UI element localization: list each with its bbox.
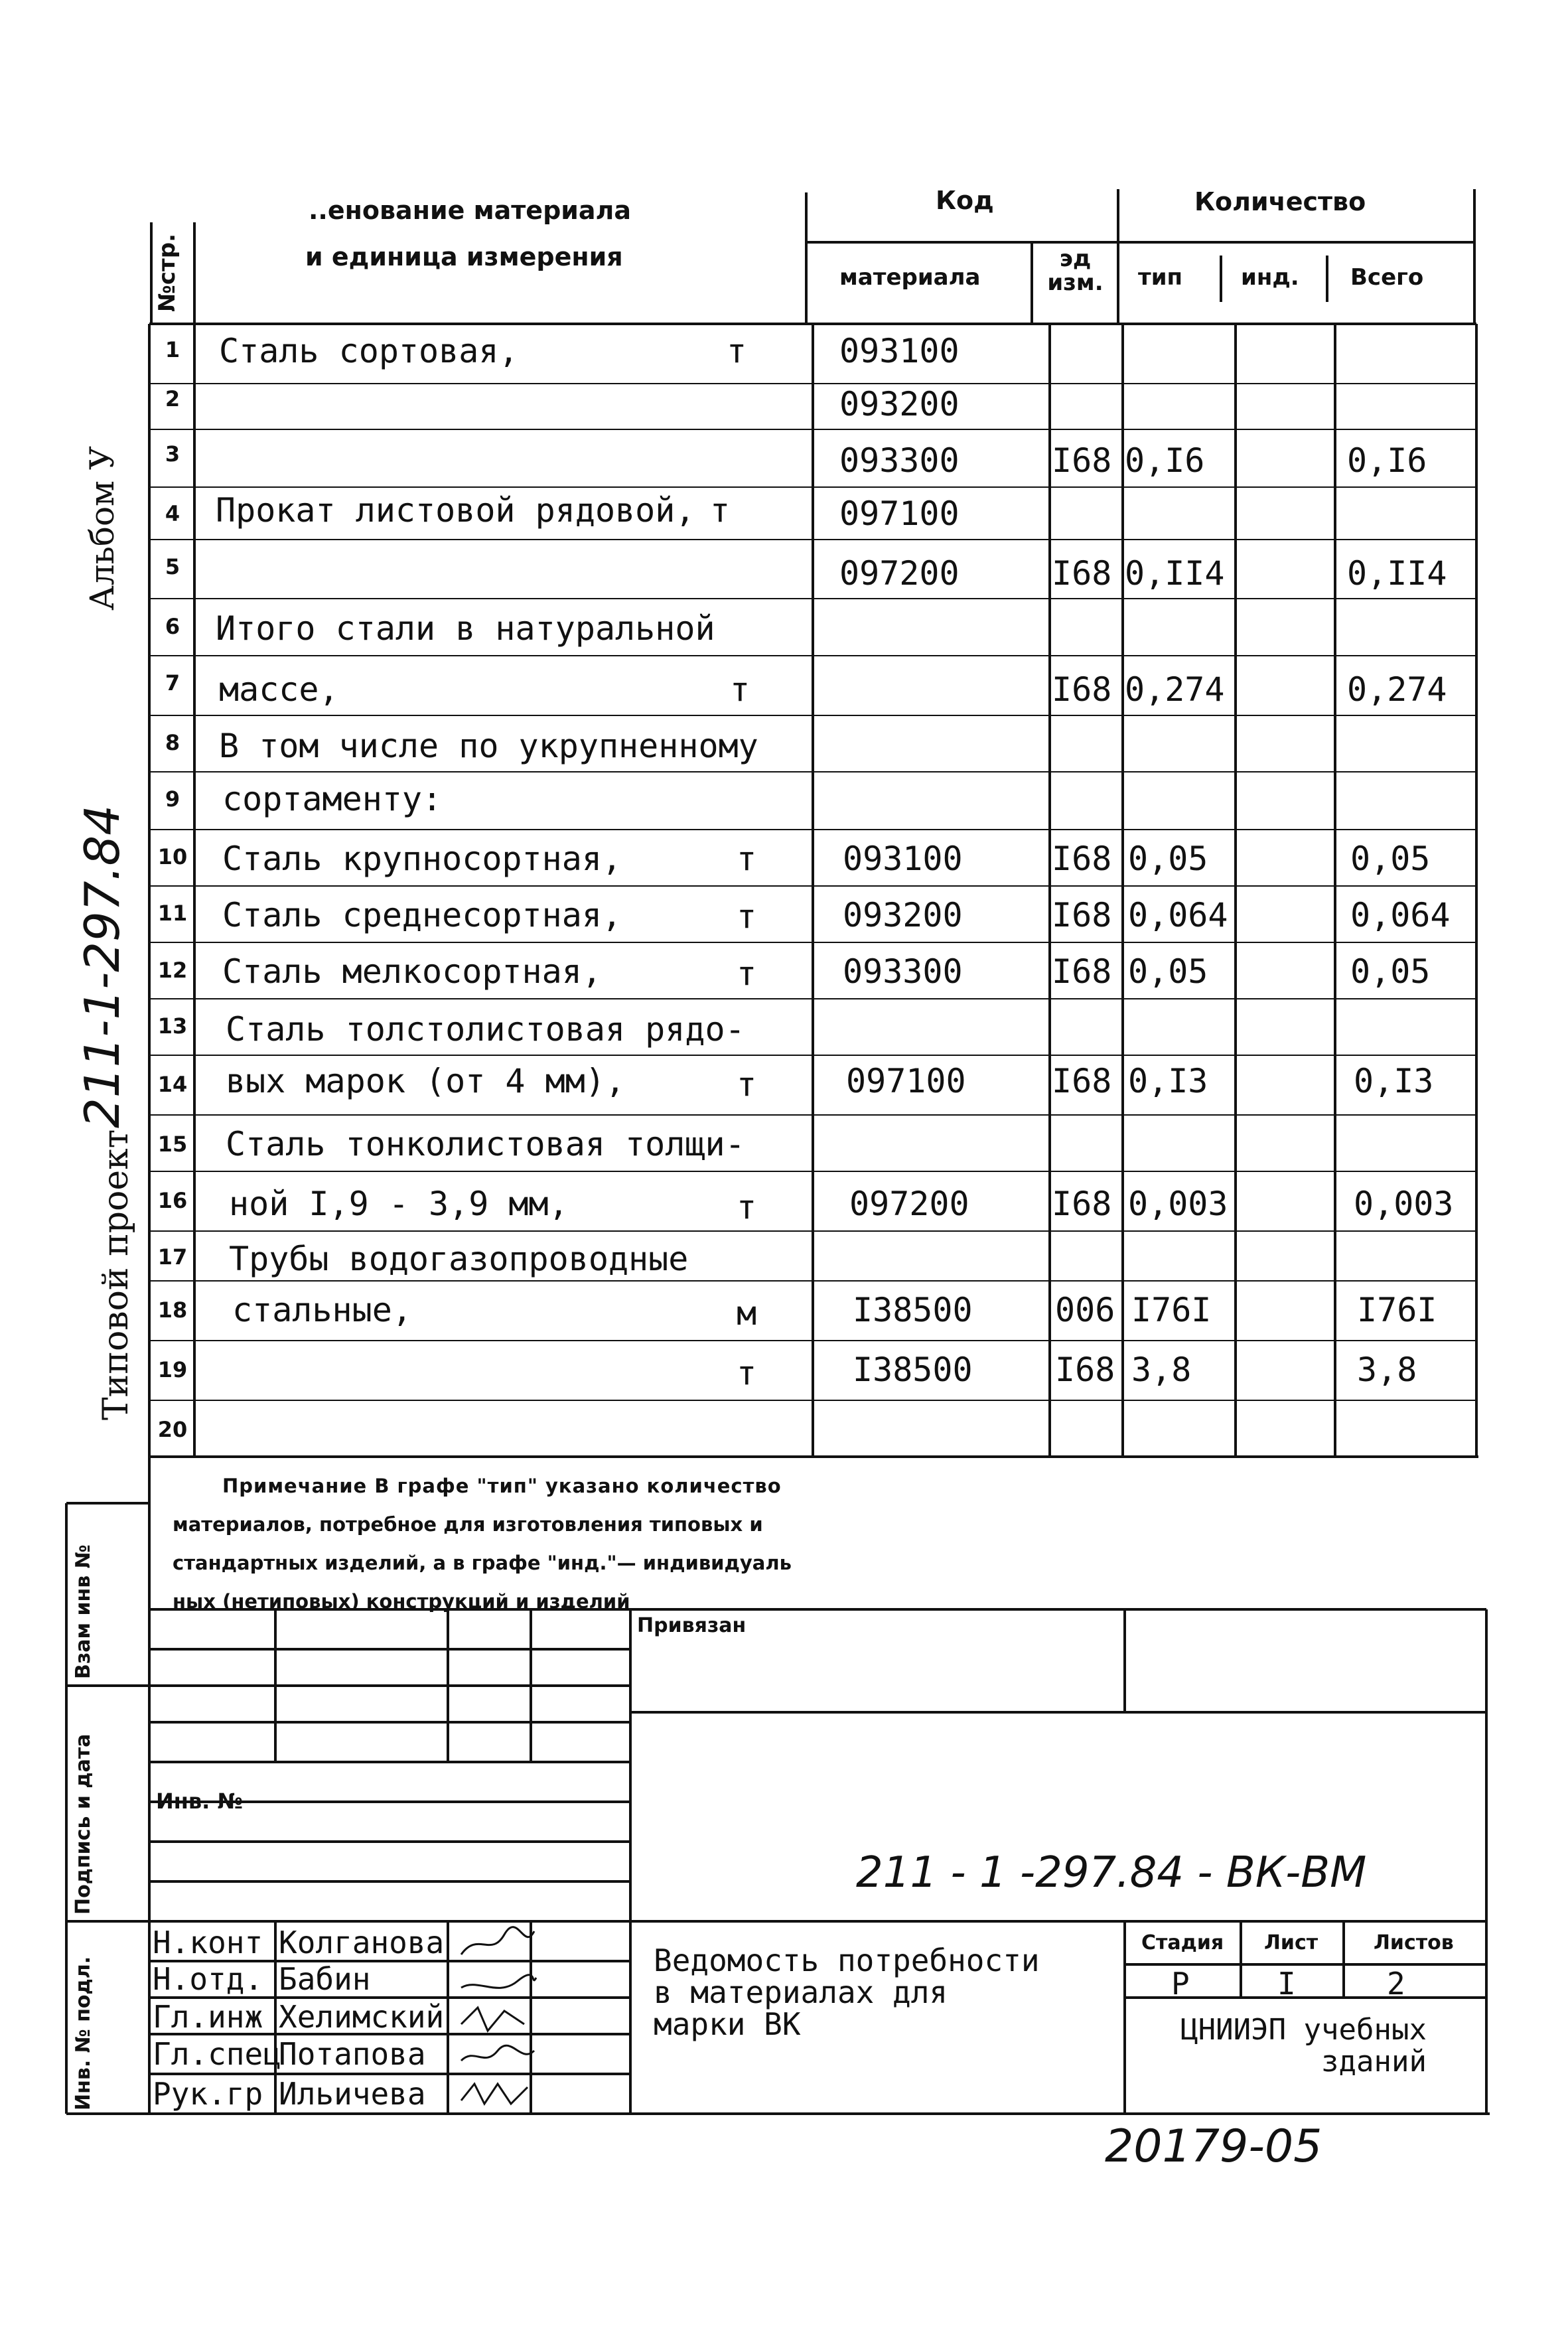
row-name: сортаменту:	[222, 780, 443, 818]
name-babin: Бабин	[279, 1961, 371, 1997]
row-number: 6	[165, 614, 180, 639]
project-code-handwritten: 211-1-297.84	[74, 804, 130, 1128]
row-number: 9	[165, 786, 180, 812]
sheets-value: 2	[1387, 1966, 1405, 2002]
row-name: стальные,	[232, 1291, 412, 1329]
header-name-line2: и единица измерения	[305, 242, 623, 271]
row-unit: т	[730, 670, 750, 709]
role-n-otd: Н.отд.	[153, 1961, 263, 1997]
sheet-title-line-1: Ведомость потребности	[654, 1943, 1040, 1978]
row-number: 11	[157, 901, 188, 926]
role-n-kont: Н.конт	[153, 1925, 263, 1960]
row-number: 8	[165, 730, 180, 755]
row-unit-code: I68	[1052, 441, 1112, 480]
row-unit-code: I68	[1052, 896, 1112, 934]
row-code: 097200	[849, 1185, 969, 1223]
row-code: 093100	[843, 840, 963, 878]
row-code: 093300	[839, 441, 960, 480]
row-name: ной I,9 - 3,9 мм,	[229, 1185, 569, 1223]
header-quantity: Количество	[1194, 187, 1366, 216]
row-unit: т	[737, 954, 757, 993]
row-unit-code: 006	[1055, 1291, 1115, 1329]
row-number: 10	[157, 844, 188, 869]
row-unit: т	[710, 491, 731, 530]
note-line-1: Примечание В графе "тип" указано количество	[222, 1475, 782, 1497]
row-qty-type: I76I	[1131, 1291, 1212, 1329]
vzam-inv-label: Взам инв №	[72, 1544, 95, 1679]
row-number: 17	[157, 1244, 188, 1270]
note-line-4: ных (нетиповых) конструкций и изделий	[173, 1590, 630, 1613]
row-unit: т	[727, 332, 747, 370]
row-name: Сталь толстолистовая рядо-	[226, 1010, 745, 1049]
row-name: Прокат листовой рядовой,	[216, 491, 695, 530]
row-qty-type: 0,064	[1128, 896, 1228, 934]
row-qty-type: 0,003	[1128, 1185, 1228, 1223]
name-kolganova: Колганова	[279, 1925, 445, 1960]
name-helimskiy: Хелимский	[279, 1999, 445, 2035]
header-name-line1: ..енование материала	[309, 196, 632, 225]
podpis-data-label: Подпись и дата	[72, 1733, 95, 1915]
name-ilicheva: Ильичева	[279, 2076, 426, 2112]
row-name: В том числе по укрупненному	[219, 727, 758, 765]
row-qty-total: 0,274	[1347, 670, 1447, 709]
row-number: 2	[165, 386, 180, 411]
header-qty-type: тип	[1138, 264, 1183, 291]
sheet-value: I	[1277, 1966, 1296, 2002]
role-ruk-gr: Рук.гр	[153, 2076, 263, 2112]
name-potapova: Потапова	[279, 2036, 426, 2072]
row-qty-type: 3,8	[1131, 1351, 1192, 1389]
row-name: Сталь сортовая,	[219, 332, 519, 370]
row-code: I38500	[853, 1351, 973, 1389]
header-code-material: материала	[839, 264, 981, 291]
row-number: 7	[165, 670, 180, 696]
row-unit: т	[737, 840, 757, 878]
row-name: Сталь крупносортная,	[222, 840, 622, 878]
row-unit-code: I68	[1052, 554, 1112, 593]
row-qty-type: 0,II4	[1125, 554, 1225, 593]
row-qty-total: 0,05	[1350, 840, 1431, 878]
project-label: Типовой проект	[96, 1129, 136, 1420]
signature-5	[461, 2084, 528, 2104]
row-number: 13	[157, 1013, 188, 1039]
note-line-3: стандартных изделий, а в графе "инд."— индивидуаль	[173, 1552, 792, 1574]
row-number: 12	[157, 958, 188, 983]
sheet-title	[654, 1945, 1040, 2040]
row-unit-code: I68	[1055, 1351, 1115, 1389]
signature-4	[461, 2045, 534, 2061]
note-line-2: материалов, потребное для изготовления типовых и	[173, 1513, 763, 1536]
organization-line-1: ЦНИИЭП учебных	[1180, 2013, 1427, 2047]
signatures	[458, 1925, 537, 2114]
row-unit-code: I68	[1052, 840, 1112, 878]
sheet-title-line-3: марки ВК	[654, 2006, 801, 2042]
note-block	[173, 1467, 1433, 1621]
signature-3	[461, 2008, 524, 2031]
row-qty-total: 0,I3	[1354, 1062, 1434, 1100]
sheet-label: Лист	[1264, 1931, 1319, 1954]
row-code: 093200	[839, 385, 960, 423]
footer-number: 20179-05	[1105, 2120, 1322, 2173]
row-unit: т	[737, 1354, 757, 1392]
row-number: 5	[165, 554, 180, 579]
row-qty-total: I76I	[1357, 1291, 1437, 1329]
row-code: 097200	[839, 554, 960, 593]
header-qty-ind: инд.	[1241, 264, 1299, 291]
organization-line-2: зданий	[1321, 2045, 1427, 2079]
row-name: Трубы водогазопроводные	[229, 1240, 689, 1278]
row-number: 16	[157, 1188, 188, 1213]
row-unit-code: I68	[1052, 952, 1112, 991]
row-unit-code: I68	[1052, 1185, 1112, 1223]
row-unit-code: I68	[1052, 1062, 1112, 1100]
signature-1	[461, 1927, 534, 1954]
row-name: Итого стали в натуральной	[216, 609, 715, 648]
row-code: I38500	[853, 1291, 973, 1329]
header-qty-total: Всего	[1350, 264, 1424, 291]
stage-value: Р	[1171, 1966, 1190, 2002]
row-code: 093100	[839, 332, 960, 370]
row-name: Сталь мелкосортная,	[222, 952, 602, 991]
privyazan-label: Привязан	[637, 1614, 747, 1637]
row-number: 15	[157, 1132, 188, 1157]
role-gl-spec: Гл.спец	[153, 2036, 281, 2072]
row-number: 20	[157, 1417, 188, 1442]
row-unit: т	[737, 897, 757, 936]
signature-2	[461, 1975, 536, 1988]
row-qty-total: 0,064	[1350, 896, 1451, 934]
row-unit: т	[737, 1188, 757, 1226]
row-number: 19	[157, 1357, 188, 1382]
row-qty-type: 0,274	[1125, 670, 1225, 709]
inv-podl-label: Инв. № подл.	[72, 1956, 95, 2110]
row-number: 1	[165, 337, 180, 362]
row-number: 18	[157, 1297, 188, 1323]
row-name: вых марок (от 4 мм),	[226, 1062, 626, 1100]
row-qty-total: 0,I6	[1347, 441, 1427, 480]
row-qty-total: 0,003	[1354, 1185, 1454, 1223]
row-number: 14	[157, 1072, 188, 1097]
album-label: Альбом У	[83, 446, 121, 611]
role-gl-inzh: Гл.инж	[153, 1999, 263, 2035]
sheet-title-line-2: в материалах для	[654, 1974, 948, 2010]
sheets-label: Листов	[1374, 1931, 1454, 1954]
row-name: Сталь тонколистовая толщи-	[226, 1125, 745, 1163]
document-code: 211 - 1 -297.84 - ВК-ВМ	[856, 1848, 1367, 1897]
row-unit: м	[737, 1294, 757, 1333]
row-name: массе,	[219, 670, 339, 709]
row-unit: т	[737, 1065, 757, 1104]
row-code: 097100	[846, 1062, 966, 1100]
inv-no-label: Инв. №	[156, 1789, 243, 1814]
row-code: 097100	[839, 494, 960, 533]
row-unit-code: I68	[1052, 670, 1112, 709]
row-number: 3	[165, 441, 180, 467]
row-qty-total: 0,05	[1350, 952, 1431, 991]
row-qty-type: 0,05	[1128, 952, 1208, 991]
organization	[1155, 2014, 1427, 2078]
row-code: 093300	[843, 952, 963, 991]
row-qty-total: 3,8	[1357, 1351, 1417, 1389]
row-name: Сталь среднесортная,	[222, 896, 622, 934]
row-number: 4	[165, 501, 180, 526]
row-qty-type: 0,I6	[1125, 441, 1205, 480]
row-qty-type: 0,05	[1128, 840, 1208, 878]
header-code: Код	[936, 186, 994, 215]
row-qty-total: 0,II4	[1347, 554, 1447, 593]
row-qty-type: 0,I3	[1128, 1062, 1208, 1100]
header-code-unit: эд изм.	[1047, 246, 1104, 296]
stage-label: Стадия	[1141, 1931, 1224, 1954]
row-code: 093200	[843, 896, 963, 934]
header-row-number: №стр.	[154, 233, 180, 312]
